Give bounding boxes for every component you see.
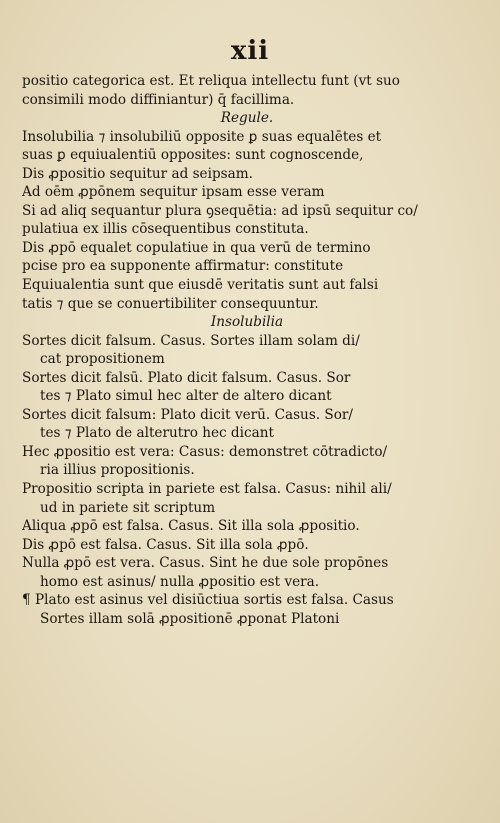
text-line: Sortes dicit falsū. Plato dicit falsum. Casus. Sor xyxy=(22,369,351,386)
text-line: tatis ⁊ que se conuertibiliter consequuntur. xyxy=(22,295,319,312)
text-line: pcise pro ea supponente affirmatur: constitute xyxy=(22,258,344,275)
text-line: Aliqua ꝓpō est falsa. Casus. Sit illa sola ꝓpositio. xyxy=(22,518,360,535)
text-line: tes ⁊ Plato de alterutro hec dicant xyxy=(40,425,274,442)
text-line: consimili modo diffiniantur) q̄ facillima. xyxy=(22,91,295,108)
text-block xyxy=(22,72,472,628)
text-line: pulatiua ex illis cōsequentibus constituta. xyxy=(22,221,309,238)
text-line: Equiualentia sunt que eiusdē veritatis sunt aut falsi xyxy=(22,277,379,294)
text-line: suas ꝑ equiualentiū opposites: sunt cognoscende, xyxy=(22,147,364,164)
text-line: ud in pariete sit scriptum xyxy=(40,499,216,516)
text-line: positio categorica est. Et reliqua intellectu funt (vt suo xyxy=(22,73,400,89)
text-line: ria illius propositionis. xyxy=(40,462,195,479)
text-line: Hec ꝓpositio est vera: Casus: demonstret cōtradicto/ xyxy=(22,443,388,460)
text-line: Dis ꝓpositio sequitur ad seipsam. xyxy=(22,165,253,182)
section-heading-insolubilia: Insolubilia xyxy=(210,314,284,331)
text-line: Sortes illam solā ꝓpositionē ꝓponat Platoni xyxy=(40,610,340,627)
text-line: homo est asinus/ nulla ꝓpositio est vera. xyxy=(40,573,320,590)
section-heading-regule: Regule. xyxy=(220,110,274,127)
folio-number: xii xyxy=(230,36,270,66)
text-line: ¶ Plato est asinus vel disiūctiua sortis est falsa. Casus xyxy=(22,592,394,609)
text-line: Dis ꝓpō equalet copulatiue in qua verū de termino xyxy=(22,239,371,256)
text-line: Dis ꝓpō est falsa. Casus. Sit illa sola ꝓpō. xyxy=(22,536,309,553)
text-line: Ad oēm ꝓpōnem sequitur ipsam esse veram xyxy=(22,184,325,201)
text-line: Propositio scripta in pariete est falsa. Casus: nihil ali/ xyxy=(22,481,392,498)
text-line: Insolubilia ⁊ insolubiliū opposite ꝑ suas equalētes et xyxy=(22,128,382,145)
text-line: Sortes dicit falsum: Plato dicit verū. Casus. Sor/ xyxy=(22,406,354,423)
text-line: Si ad aliq sequantur plura ꝯsequētia: ad ipsū sequitur co/ xyxy=(22,202,418,219)
text-line: cat propositionem xyxy=(40,351,165,368)
text-line: tes ⁊ Plato simul hec alter de altero dicant xyxy=(40,388,332,405)
text-line: Nulla ꝓpō est vera. Casus. Sint he due sole propōnes xyxy=(22,555,389,572)
text-line: Sortes dicit falsum. Casus. Sortes illam solam di/ xyxy=(22,332,360,349)
